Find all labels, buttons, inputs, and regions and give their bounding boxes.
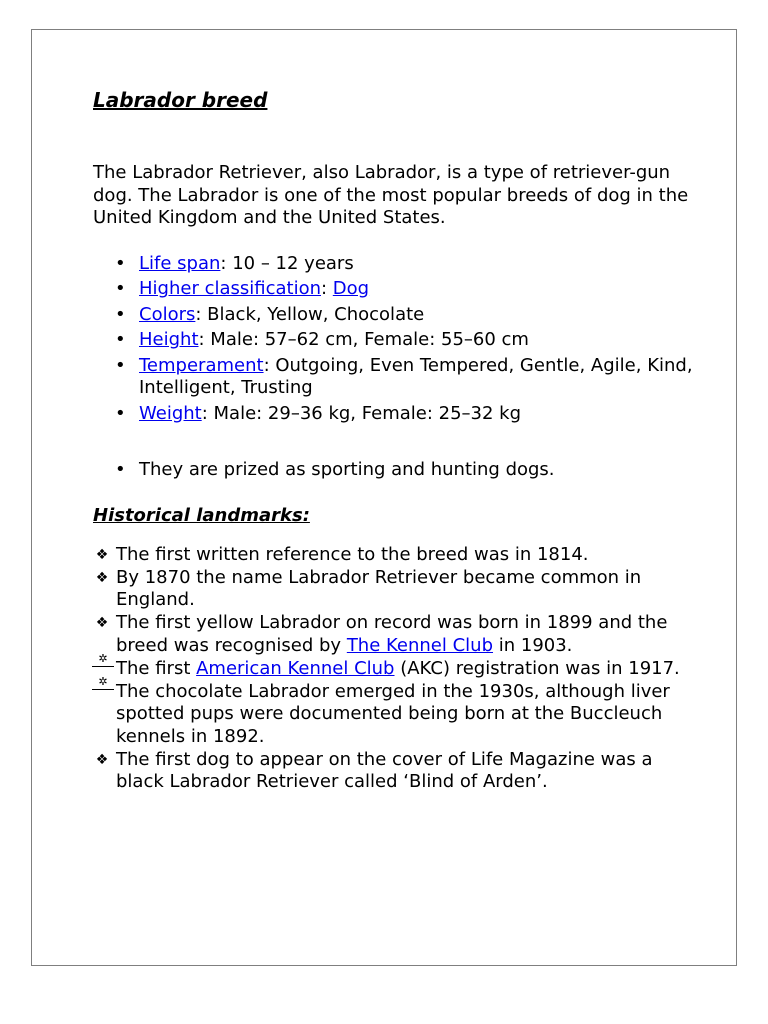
star-bullet-icon: ✲ <box>92 675 114 690</box>
higher-classification-link[interactable]: Higher classification <box>139 278 321 299</box>
list-item: ❖ By 1870 the name Labrador Retriever became common in England. <box>116 567 693 612</box>
intro-paragraph: The Labrador Retriever, also Labrador, is a type of retriever-gun dog. The Labrador is one of the most popular breeds of dog in the United Kingdom and the United States. <box>93 162 689 228</box>
diamond-bullet-icon: ❖ <box>95 546 109 563</box>
list-item: ✲ The first American Kennel Club (AKC) registration was in 1917. <box>116 658 693 681</box>
list-item: • Height: Male: 57–62 cm, Female: 55–60 cm <box>139 329 693 352</box>
kennel-club-link[interactable]: The Kennel Club <box>346 634 494 656</box>
star-bullet-icon: ✲ <box>92 652 114 667</box>
facts-list <box>93 253 693 426</box>
list-item: • Weight: Male: 29–36 kg, Female: 25–32 kg <box>139 403 693 426</box>
diamond-bullet-icon: ❖ <box>95 569 109 586</box>
list-item: ❖ The first yellow Labrador on record was born in 1899 and the breed was recognised by The Kennel Club in 1903. <box>116 612 693 657</box>
height-link[interactable]: Height <box>139 329 199 350</box>
prized-list <box>93 459 693 482</box>
life-span-link[interactable]: Life span <box>139 252 221 274</box>
list-item: • Colors: Black, Yellow, Chocolate <box>139 304 693 327</box>
document-title: Labrador breed <box>93 88 268 112</box>
list-item: ❖ The first dog to appear on the cover of Life Magazine was a black Labrador Retriever called ‘Blind of Arden’. <box>116 749 693 794</box>
list-item: • They are prized as sporting and hunting dogs. <box>139 459 693 482</box>
diamond-bullet-icon: ❖ <box>95 615 109 631</box>
colors-link[interactable]: Colors <box>139 303 196 325</box>
list-item: ❖ The first written reference to the breed was in 1814. <box>116 544 693 567</box>
dog-link[interactable]: Dog <box>332 278 370 299</box>
list-item: ✲ The chocolate Labrador emerged in the 1930s, although liver spotted pups were documented being born at the Buccleuch kennels in 1892. <box>116 681 693 749</box>
list-item: • Higher classification: Dog <box>139 278 693 301</box>
list-item: • Temperament: Outgoing, Even Tempered, Gentle, Agile, Kind, Intelligent, Trusting <box>139 355 693 400</box>
temperament-link[interactable]: Temperament <box>139 354 264 376</box>
list-item: • Life span: 10 – 12 years <box>139 253 693 276</box>
diamond-bullet-icon: ❖ <box>95 751 109 768</box>
weight-link[interactable]: Weight <box>139 402 202 424</box>
landmarks-list <box>93 544 693 794</box>
american-kennel-club-link[interactable]: American Kennel Club <box>196 657 395 679</box>
document-body <box>93 86 693 794</box>
section-title: Historical landmarks: <box>93 504 310 526</box>
